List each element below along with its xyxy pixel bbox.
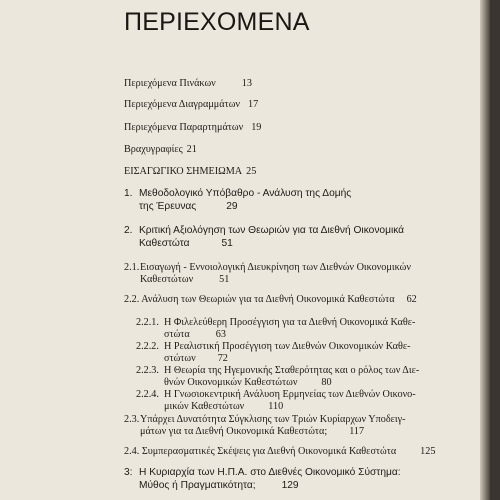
toc-entry-number: 2.2.2. <box>136 341 159 352</box>
toc-entry-title-line2 <box>140 426 364 438</box>
toc-entry-label: Ανάλυση των Θεωριών για τα Διεθνή Οικονομικά Καθεστώτα <box>141 294 395 305</box>
toc-entry-label: Περιεχόμενα Παραρτημάτων <box>124 122 244 133</box>
toc-entry-page: 51 <box>219 274 230 285</box>
toc-entry-title-line2 <box>140 274 229 286</box>
toc-entry-title-line2-text: θνών Οικονομικών Καθεστώτων <box>164 377 298 388</box>
toc-entry-page: 62 <box>406 294 417 305</box>
toc-entry-number: 2.4. <box>124 446 140 457</box>
toc-entry-label: Συμπερασματικές Σκέψεις για Διεθνή Οικονομικά Καθεστώτα <box>141 446 397 457</box>
toc-entry-title-line2-text: μικών Καθεστώτων <box>164 401 245 412</box>
toc-entry-number: 2. <box>124 225 133 236</box>
toc-entry-number: 2.1. <box>124 262 140 273</box>
toc-entry-page: 63 <box>215 329 226 340</box>
toc-entry-label: Περιεχόμενα Διαγραμμάτων <box>124 99 241 110</box>
toc-entry-tables <box>124 78 252 90</box>
toc-section-2-2 <box>124 294 417 306</box>
toc-entry-page: 125 <box>420 446 436 457</box>
toc-entry-title-line2 <box>164 377 332 389</box>
toc-entry-page: 13 <box>241 78 252 89</box>
toc-entry-number: 2.2.4. <box>136 389 159 400</box>
toc-entry-title-line1: Εισαγωγή - Εννοιολογική Διευκρίνηση των Διεθνών Οικονομικών <box>140 262 411 273</box>
toc-entry-title-line1: Η Ρεαλιστική Προσέγγιση των Διεθνών Οικονομικών Καθε- <box>164 341 411 352</box>
toc-entry-page: 80 <box>321 377 332 388</box>
toc-entry-label: Περιεχόμενα Πινάκων <box>124 78 216 89</box>
toc-entry-title-line2-text: της Έρευνας <box>139 201 197 212</box>
toc-entry-title-line2-text: Καθεστώτων <box>140 274 194 285</box>
toc-entry-title-line2-text: Καθεστώτα <box>139 238 190 249</box>
toc-entry-title-line1: Η Γνωσιοκεντρική Ανάλυση Ερμηνείας των Διεθνών Οικονο- <box>164 389 416 400</box>
page-edge-shadow <box>480 0 490 500</box>
toc-entry-number: 1. <box>124 188 133 199</box>
toc-entry-page: 129 <box>281 480 299 491</box>
toc-entry-page: 110 <box>268 401 284 412</box>
toc-entry-page: 21 <box>186 144 197 155</box>
toc-entry-number: 2.2.3. <box>136 365 159 376</box>
toc-entry-number: 2.2. <box>124 294 140 305</box>
toc-entry-title-line2 <box>139 238 233 250</box>
toc-entry-page: 19 <box>251 122 262 133</box>
toc-entry-title-line2 <box>164 329 226 341</box>
toc-entry-page: 17 <box>248 99 259 110</box>
toc-entry-title-line1: Κριτική Αξιολόγηση των Θεωριών για τα Διεθνή Οικονομικά <box>139 225 405 236</box>
toc-entry-number: 2.3. <box>124 414 140 425</box>
page-title: ΠΕΡΙΕΧΟΜΕΝΑ <box>124 8 310 36</box>
toc-entry-page: 51 <box>221 238 233 249</box>
toc-entry-title-line1: Η Κυριαρχία των Η.Π.Α. στο Διεθνές Οικονομικό Σύστημα: <box>139 467 401 478</box>
toc-entry-page: 117 <box>349 426 365 437</box>
toc-entry-introduction <box>124 166 256 178</box>
toc-entry-abbreviations <box>124 144 197 156</box>
toc-entry-page: 25 <box>246 166 257 177</box>
toc-entry-diagrams <box>124 99 258 111</box>
toc-entry-number: 2.2.1. <box>136 317 159 328</box>
toc-entry-page: 29 <box>226 201 238 212</box>
toc-entry-title-line2-text: στώτων <box>164 353 196 364</box>
toc-section-2-4 <box>124 446 435 458</box>
toc-entry-title-line2-text: στώτα <box>164 329 190 340</box>
toc-entry-title-line2 <box>164 353 228 365</box>
toc-entry-number: 3: <box>124 467 133 478</box>
toc-entry-title-line1: Υπάρχει Δυνατότητα Σύγκλισης των Τριών Κυρίαρχων Υποδειγ- <box>140 414 406 425</box>
toc-entry-title-line2 <box>139 480 299 492</box>
toc-entry-title-line1: Μεθοδολογικό Υπόβαθρο - Ανάλυση της Δομής <box>139 188 352 199</box>
toc-entry-label: ΕΙΣΑΓΩΓΙΚΟ ΣΗΜΕΙΩΜΑ <box>124 166 243 177</box>
toc-entry-title-line2 <box>164 401 283 413</box>
toc-entry-title-line2 <box>139 201 238 213</box>
toc-entry-label: Βραχυγραφίες <box>124 144 183 155</box>
toc-entry-title-line1: Η Φιλελεύθερη Προσέγγιση για τα Διεθνή Οικονομικά Καθε- <box>164 317 416 328</box>
toc-entry-title-line2-text: Μύθος ή Πραγματικότητα; <box>139 480 256 491</box>
toc-entry-page: 72 <box>217 353 228 364</box>
toc-entry-appendices <box>124 122 261 134</box>
toc-entry-title-line2-text: μάτων για τα Διεθνή Οικονομικά Καθεστώτα; <box>140 426 328 437</box>
toc-entry-title-line1: Η Θεωρία της Ηγεμονικής Σταθερότητας και ο ρόλος των Διε- <box>164 365 420 376</box>
